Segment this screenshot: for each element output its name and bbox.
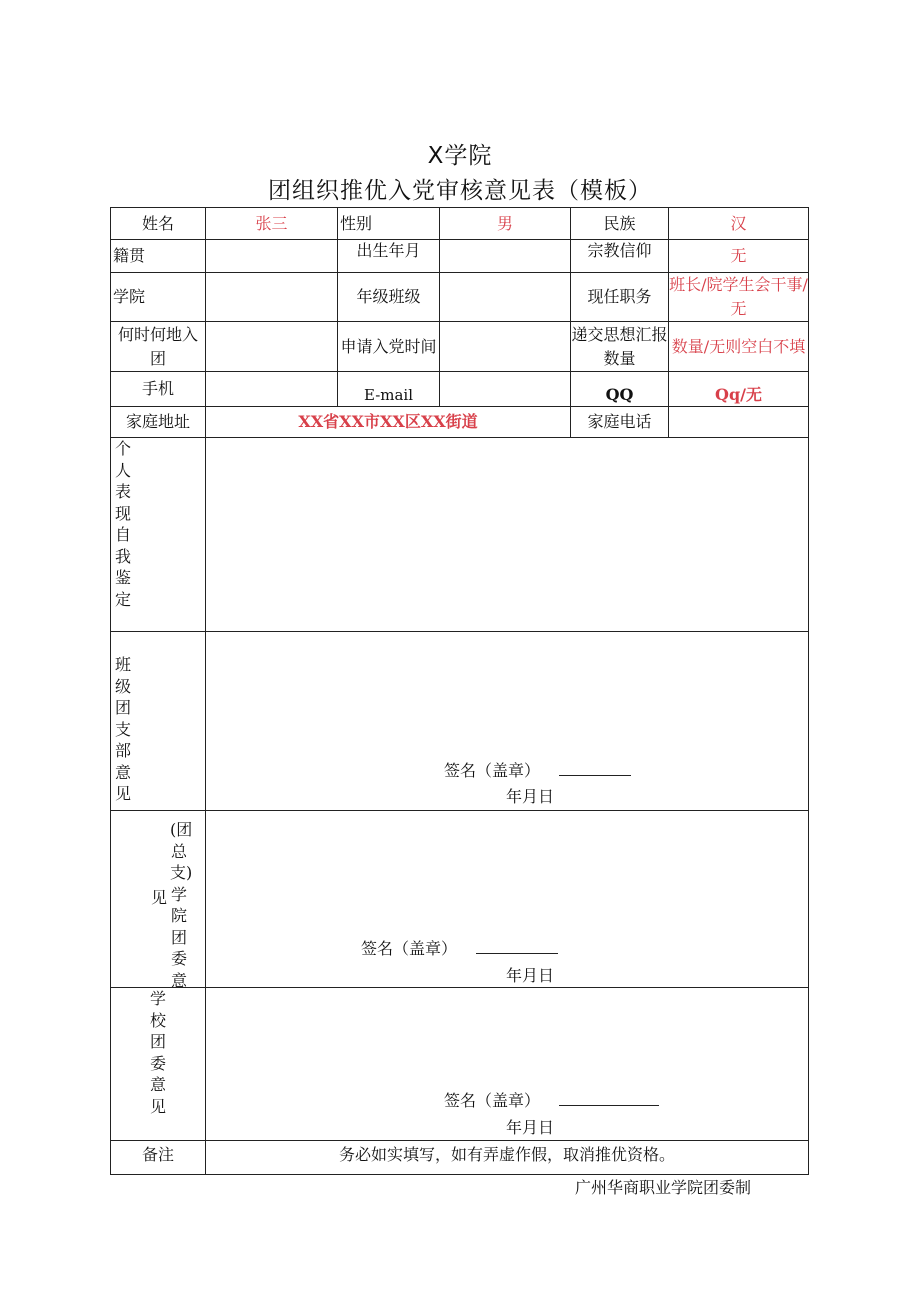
- row-basic-2: [111, 240, 809, 273]
- college-value[interactable]: [206, 273, 338, 322]
- row-school-committee-opinion: [111, 988, 809, 1141]
- apply-party-value[interactable]: [440, 322, 571, 372]
- form-title-line1: X学院: [427, 143, 493, 169]
- branch-signature-line[interactable]: [559, 774, 631, 776]
- school-committee-date: 年月日: [506, 1118, 555, 1137]
- self-evaluation-label-text: 个人表现自我鉴定: [115, 439, 132, 609]
- home-phone-label: 家庭电话: [571, 407, 669, 438]
- home-phone-value[interactable]: [669, 407, 809, 438]
- approval-form-table: [110, 207, 809, 1175]
- email-value[interactable]: [440, 372, 571, 407]
- college-committee-label-text: (团总支)学院团委意: [170, 820, 193, 990]
- home-address-value[interactable]: XX省XX市XX区XX街道: [206, 407, 571, 438]
- row-remarks: [111, 1141, 809, 1175]
- religion-value[interactable]: 无: [669, 240, 809, 273]
- gender-label: 性别: [338, 208, 440, 240]
- row-basic-4: [111, 322, 809, 372]
- college-committee-date: 年月日: [506, 966, 555, 985]
- thought-reports-value[interactable]: 数量/无则空白不填: [669, 322, 809, 372]
- native-place-value[interactable]: [206, 240, 338, 273]
- qq-label: QQ: [571, 372, 669, 407]
- form-title-line2: 团组织推优入党审核意见表（模板）: [268, 178, 652, 204]
- join-league-label: 何时何地入团: [111, 322, 206, 372]
- current-position-value[interactable]: 班长/院学生会干事/无: [669, 273, 809, 322]
- current-position-label: 现任职务: [571, 273, 669, 322]
- row-self-evaluation: [111, 438, 809, 632]
- phone-label: 手机: [111, 372, 206, 407]
- school-committee-label: [111, 988, 206, 1141]
- branch-date: 年月日: [506, 787, 555, 806]
- school-committee-signature-label: 签名（盖章）: [444, 1091, 541, 1110]
- row-address: [111, 407, 809, 438]
- school-committee-signature: [444, 1090, 659, 1112]
- school-committee-area[interactable]: [206, 988, 809, 1141]
- footer-issuer: 广州华商职业学院团委制: [575, 1178, 752, 1197]
- row-college-committee-opinion: [111, 811, 809, 988]
- native-place-label: 籍贯: [111, 240, 206, 273]
- row-contact: [111, 372, 809, 407]
- college-committee-label: [111, 811, 206, 988]
- name-value[interactable]: 张三: [206, 208, 338, 240]
- branch-signature: [444, 760, 631, 782]
- school-committee-signature-line[interactable]: [559, 1104, 659, 1106]
- birth-date-label: 出生年月: [338, 240, 440, 273]
- college-committee-label-tail: 见: [150, 888, 167, 907]
- branch-opinion-label: [111, 632, 206, 811]
- apply-party-label: 申请入党时间: [338, 322, 440, 372]
- self-evaluation-area[interactable]: [206, 438, 809, 632]
- branch-opinion-area[interactable]: [206, 632, 809, 811]
- ethnicity-value[interactable]: 汉: [669, 208, 809, 240]
- religion-label: 宗教信仰: [571, 240, 669, 273]
- email-label: E-mail: [338, 372, 440, 407]
- remarks-label: 备注: [111, 1141, 206, 1175]
- phone-value[interactable]: [206, 372, 338, 407]
- branch-opinion-label-text: 班级团支部意见: [115, 655, 132, 803]
- gender-value[interactable]: 男: [440, 208, 571, 240]
- home-address-label: 家庭地址: [111, 407, 206, 438]
- branch-signature-label: 签名（盖章）: [444, 761, 541, 780]
- qq-value[interactable]: Qq/无: [669, 372, 809, 407]
- college-committee-signature-line[interactable]: [476, 952, 558, 954]
- college-label: 学院: [111, 273, 206, 322]
- school-committee-label-text: 学校团委意见: [149, 989, 166, 1116]
- grade-class-label: 年级班级: [338, 273, 440, 322]
- college-committee-area[interactable]: [206, 811, 809, 988]
- ethnicity-label: 民族: [571, 208, 669, 240]
- row-basic-1: [111, 208, 809, 240]
- college-committee-signature: [361, 938, 558, 960]
- name-label: 姓名: [111, 208, 206, 240]
- college-committee-signature-label: 签名（盖章）: [361, 939, 458, 958]
- birth-date-value[interactable]: [440, 240, 571, 273]
- thought-reports-label: 递交思想汇报数量: [571, 322, 669, 372]
- join-league-value[interactable]: [206, 322, 338, 372]
- row-branch-opinion: [111, 632, 809, 811]
- self-evaluation-label: [111, 438, 206, 632]
- remarks-value: 务必如实填写，如有弄虚作假，取消推优资格。: [206, 1141, 809, 1175]
- grade-class-value[interactable]: [440, 273, 571, 322]
- row-basic-3: [111, 273, 809, 322]
